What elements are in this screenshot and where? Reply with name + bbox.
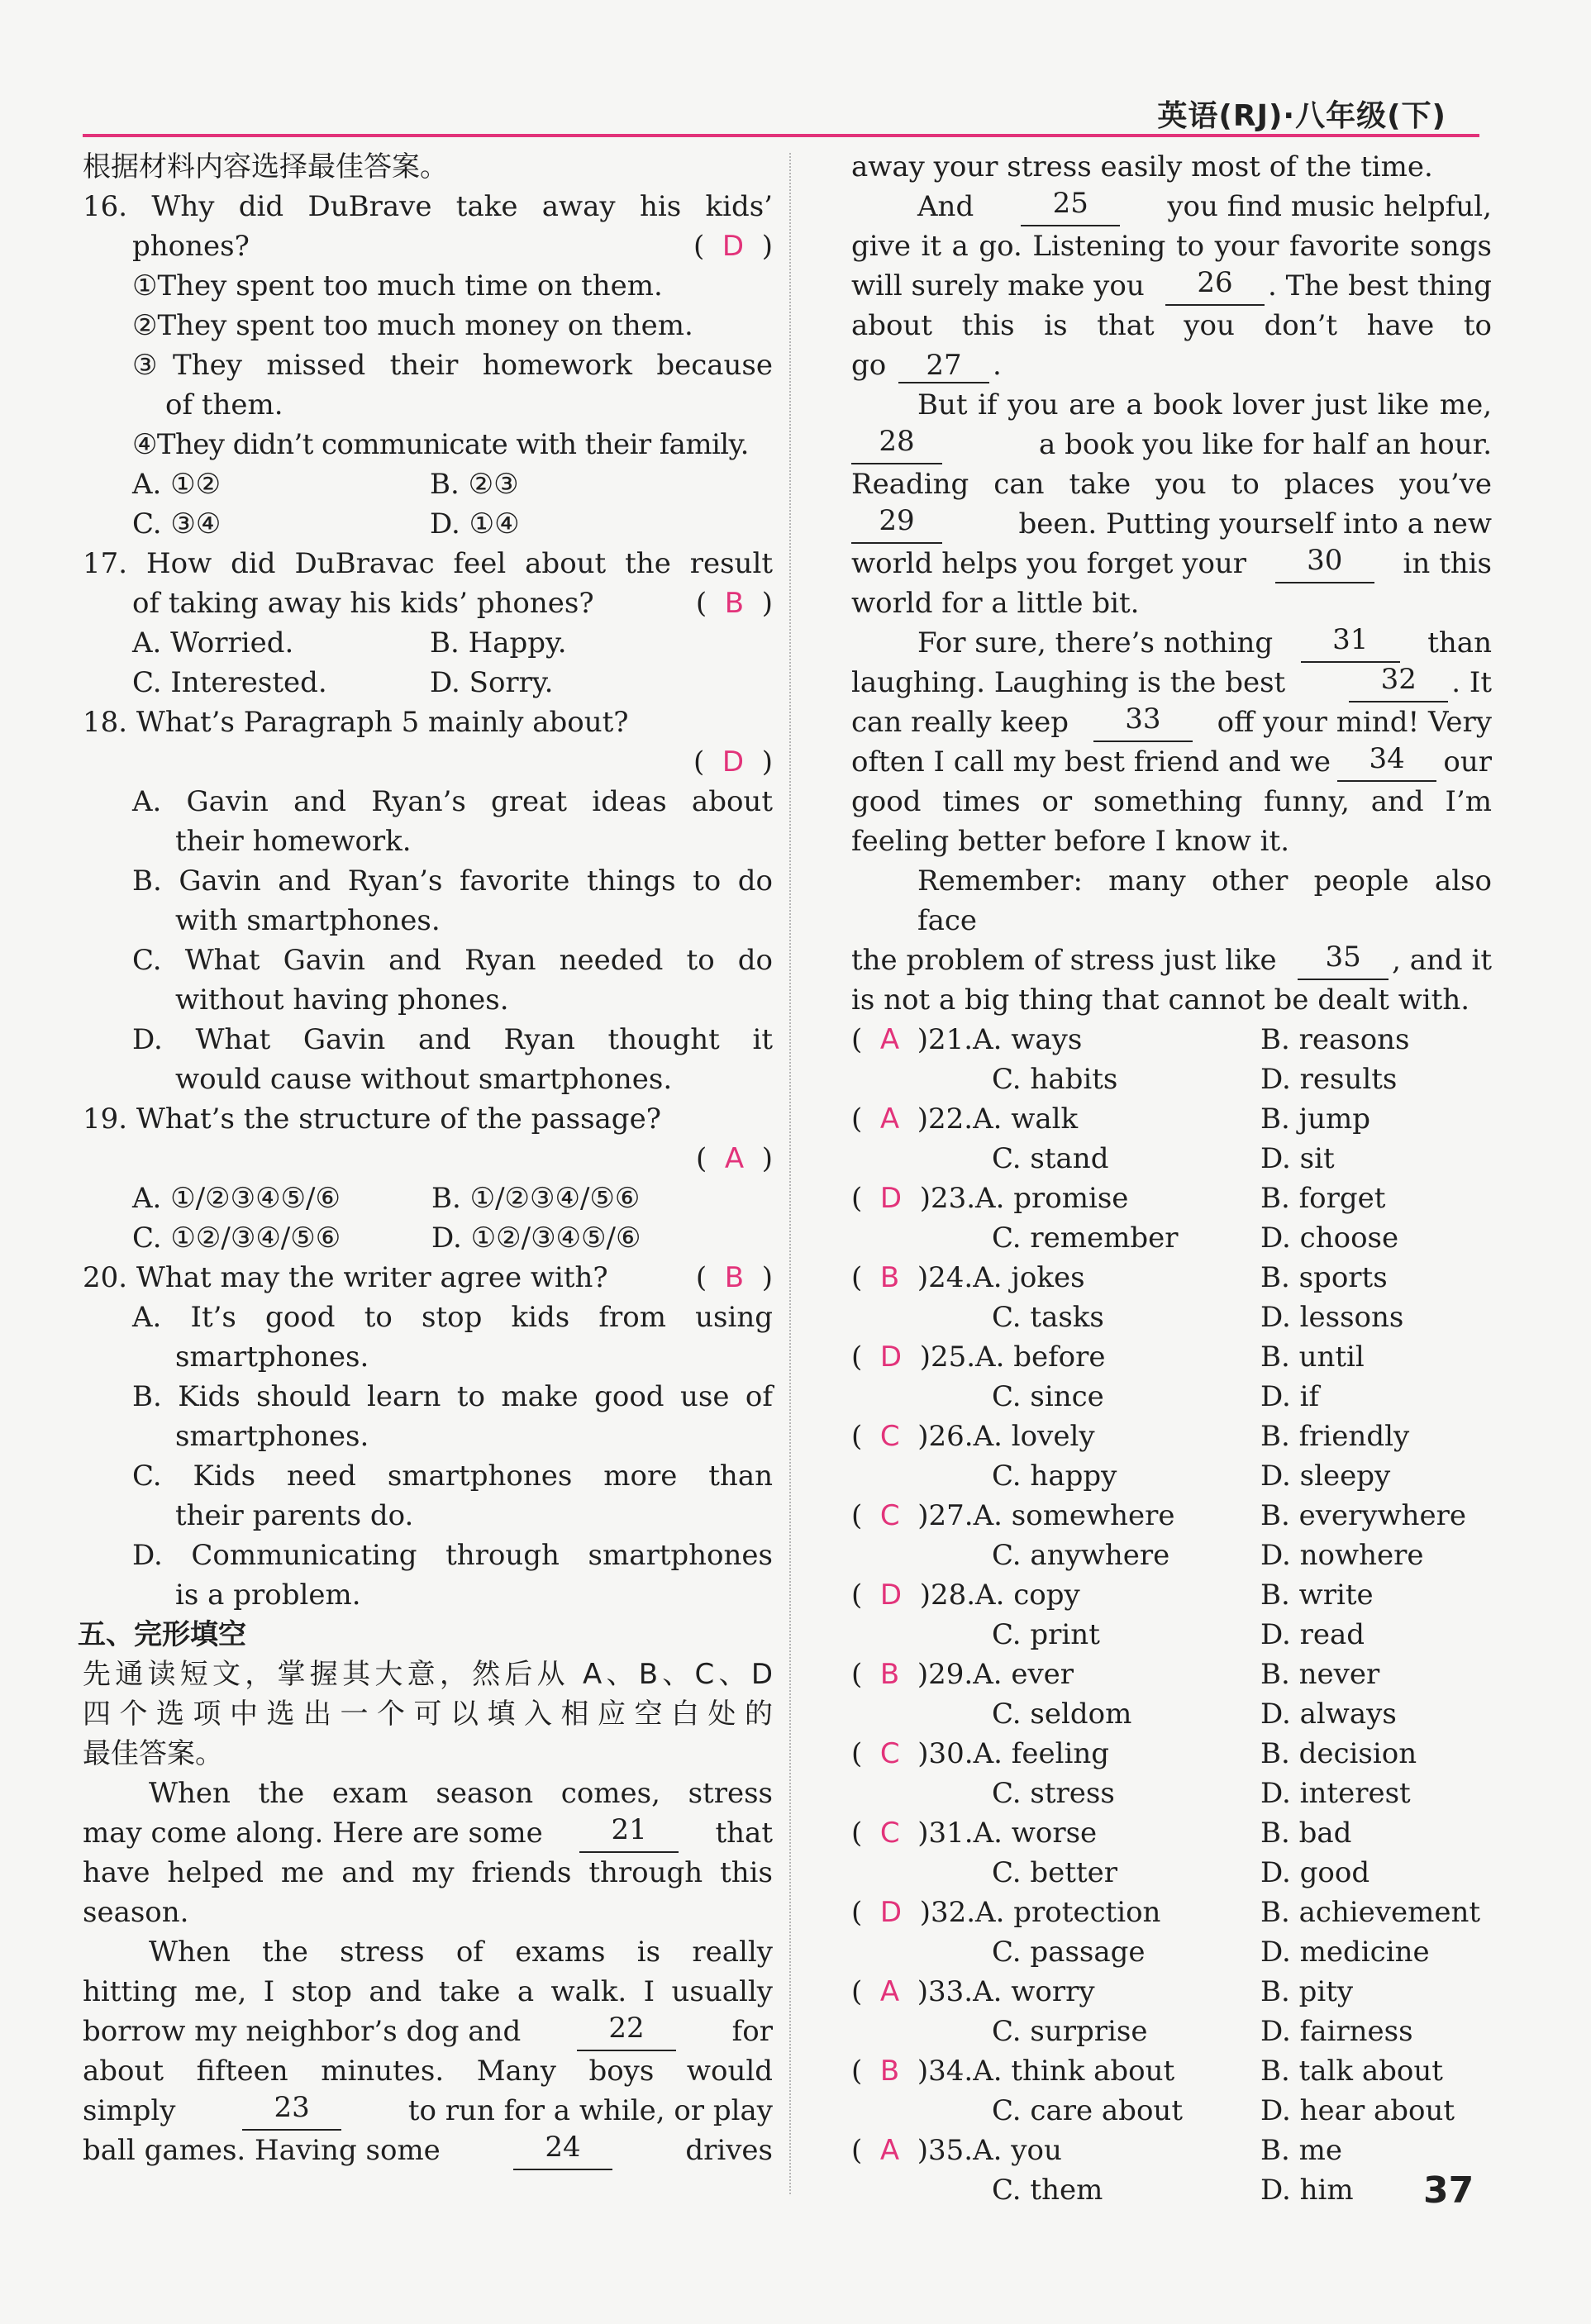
- cloze-option-a: A. think about: [973, 2055, 1175, 2088]
- cloze-question-row: [851, 1179, 1492, 1218]
- cloze-question-first-line: ( A )35.A. you: [851, 2134, 1062, 2167]
- cloze-option-d: D. sit: [1260, 1142, 1335, 1175]
- blank-23: 23: [242, 2091, 341, 2131]
- passage-r2: [851, 187, 1492, 226]
- q16-opt-2: ②They spent too much money on them.: [132, 309, 693, 342]
- cloze-question-row-2: [851, 1694, 1492, 1734]
- cloze-question-number: )35.: [917, 2134, 974, 2167]
- q20-opt-b-cont: smartphones.: [175, 1420, 369, 1453]
- cloze-question-number: )24.: [917, 1261, 974, 1294]
- q20-opt-c-cont: their parents do.: [175, 1499, 414, 1532]
- passage-r11: [851, 544, 1492, 583]
- cloze-answer: A: [879, 1975, 900, 2008]
- cloze-answer: C: [879, 1737, 900, 1770]
- passage-l9-a: simply: [83, 2094, 176, 2127]
- cloze-question-row: [851, 1575, 1492, 1615]
- column-divider: [789, 153, 791, 2194]
- cloze-option-b: B. me: [1260, 2134, 1342, 2167]
- passage-r14: [851, 663, 1492, 702]
- cloze-question-first-line: ( D )32.A. protection: [851, 1896, 1161, 1929]
- cloze-option-d: D. nowhere: [1260, 1539, 1424, 1572]
- passage-r19: Remember: many other people also face: [917, 864, 1492, 937]
- passage-r8-b: a book you like for half an hour.: [1039, 428, 1492, 461]
- cloze-section-title: 五、完形填空: [78, 1618, 246, 1651]
- cloze-option-c: C. seldom: [992, 1698, 1132, 1731]
- cloze-option-c: C. happy: [992, 1460, 1117, 1493]
- cloze-option-b: B. everywhere: [1260, 1499, 1467, 1532]
- cloze-question-row-2: [851, 1536, 1492, 1575]
- passage-r4-a: will surely make you: [851, 269, 1145, 302]
- q20-stem-row: [83, 1258, 773, 1298]
- cloze-option-c: C. remember: [992, 1222, 1179, 1255]
- cloze-option-d: D. good: [1260, 1856, 1370, 1889]
- cloze-question-number: )26.: [917, 1420, 974, 1453]
- passage-r4-b: . The best thing: [1267, 269, 1492, 302]
- cloze-question-row: [851, 1893, 1492, 1932]
- cloze-question-first-line: ( D )25.A. before: [851, 1341, 1106, 1374]
- blank-32: 32: [1349, 663, 1448, 702]
- q19-answer: A: [724, 1142, 745, 1175]
- cloze-option-d: D. results: [1260, 1063, 1398, 1096]
- cloze-option-a: A. copy: [975, 1579, 1080, 1612]
- q17-choice-a: A. Worried.: [132, 626, 294, 660]
- cloze-instruction-1: 先通读短文，掌握其大意，然后从 A、B、C、D: [83, 1658, 773, 1691]
- passage-r20-a: the problem of stress just like: [851, 944, 1277, 977]
- q18-opt-d: D. What Gavin and Ryan thought it: [132, 1023, 773, 1056]
- cloze-question-row-2: [851, 1377, 1492, 1417]
- cloze-question-number: )27.: [917, 1499, 974, 1532]
- cloze-question-first-line: ( A )21.A. ways: [851, 1023, 1083, 1056]
- q19-answer-row: [83, 1139, 773, 1179]
- q19-stem-1: 19. What’s the structure of the passage?: [83, 1102, 661, 1136]
- cloze-option-c: C. better: [992, 1856, 1118, 1889]
- cloze-question-first-line: ( A )33.A. worry: [851, 1975, 1095, 2008]
- cloze-question-first-line: ( C )30.A. feeling: [851, 1737, 1110, 1770]
- q19-choice-c: C. ①②/③④/⑤⑥: [132, 1222, 341, 1255]
- cloze-option-b: B. reasons: [1260, 1023, 1410, 1056]
- page-header-title: 英语(RJ)·八年级(下): [1157, 99, 1446, 133]
- passage-l10-a: ball games. Having some: [83, 2134, 441, 2167]
- cloze-option-a: A. feeling: [973, 1737, 1110, 1770]
- cloze-question-row-2: [851, 1774, 1492, 1813]
- blank-21: 21: [579, 1813, 679, 1853]
- cloze-question-row: [851, 1813, 1492, 1853]
- cloze-question-number: )25.: [919, 1341, 976, 1374]
- cloze-answer: B: [879, 1261, 900, 1294]
- cloze-question-row: [851, 1258, 1492, 1298]
- blank-24: 24: [513, 2131, 612, 2170]
- passage-r7: But if you are a book lover just like me,: [917, 388, 1492, 421]
- q17-stem-1: 17. How did DuBravac feel about the result: [83, 547, 773, 580]
- cloze-answer: C: [879, 1420, 900, 1453]
- cloze-answer: A: [879, 2134, 900, 2167]
- passage-r17: good times or something funny, and I’m: [851, 785, 1492, 818]
- q18-answer-row: [83, 742, 773, 782]
- q16-choices-row-1: [83, 464, 773, 504]
- cloze-question-row-2: [851, 1139, 1492, 1179]
- passage-l1: When the exam season comes, stress: [149, 1777, 773, 1810]
- cloze-instruction-3: 最佳答案。: [83, 1737, 223, 1770]
- q18-opt-c-cont: without having phones.: [175, 983, 509, 1017]
- q20-opt-a-cont: smartphones.: [175, 1341, 369, 1374]
- cloze-option-d: D. fairness: [1260, 2015, 1413, 2048]
- cloze-option-a: A. walk: [973, 1102, 1079, 1136]
- passage-r2-b: you find music helpful,: [1167, 190, 1492, 223]
- passage-r1: away your stress easily most of the time.: [851, 150, 1433, 183]
- passage-r6: [851, 345, 1492, 385]
- cloze-option-a: A. protection: [975, 1896, 1161, 1929]
- cloze-question-number: )33.: [917, 1975, 974, 2008]
- cloze-question-first-line: ( A )22.A. walk: [851, 1102, 1079, 1136]
- cloze-question-first-line: ( C )31.A. worse: [851, 1817, 1098, 1850]
- cloze-option-d: D. always: [1260, 1698, 1397, 1731]
- cloze-question-row: [851, 1020, 1492, 1060]
- passage-r2-a: And: [917, 190, 974, 223]
- cloze-question-row: [851, 1099, 1492, 1139]
- q19-choice-d: D. ①②/③④⑤/⑥: [431, 1222, 641, 1255]
- q16-answer-paren: ( D ): [693, 230, 773, 263]
- cloze-question-row: [851, 1972, 1492, 2012]
- passage-r6-a: go: [851, 349, 887, 382]
- cloze-question-row: [851, 1496, 1492, 1536]
- cloze-option-a: A. before: [975, 1341, 1106, 1374]
- passage-r10: [851, 504, 1492, 544]
- cloze-option-c: C. anywhere: [992, 1539, 1170, 1572]
- passage-r13-b: than: [1427, 626, 1492, 660]
- passage-l2-a: may come along. Here are some: [83, 1817, 543, 1850]
- reading-instruction: 根据材料内容选择最佳答案。: [83, 150, 448, 183]
- cloze-option-a: A. lovely: [973, 1420, 1095, 1453]
- cloze-question-row-2: [851, 1615, 1492, 1655]
- q18-opt-a-cont: their homework.: [175, 825, 412, 858]
- cloze-question-row-2: [851, 1456, 1492, 1496]
- cloze-option-c: C. habits: [992, 1063, 1118, 1096]
- q18-opt-c: C. What Gavin and Ryan needed to do: [132, 944, 773, 977]
- q16-opt-4: ④They didn’t communicate with their family.: [132, 428, 749, 461]
- cloze-instruction-2: 四个选项中选出一个可以填入相应空白处的: [83, 1698, 773, 1731]
- q16-choice-b: B. ②③: [430, 468, 519, 501]
- q19-answer-paren: ( A ): [695, 1142, 773, 1175]
- blank-22: 22: [577, 2012, 676, 2051]
- cloze-option-a: A. worse: [973, 1817, 1098, 1850]
- q17-choice-d: D. Sorry.: [430, 666, 554, 699]
- passage-r20-b: , and it: [1392, 944, 1492, 977]
- cloze-option-d: D. choose: [1260, 1222, 1399, 1255]
- q18-stem-1: 18. What’s Paragraph 5 mainly about?: [83, 706, 629, 739]
- passage-r4: [851, 266, 1492, 306]
- cloze-question-row: [851, 1417, 1492, 1456]
- q16-stem-2-row: [83, 226, 773, 266]
- cloze-question-first-line: ( B )34.A. think about: [851, 2055, 1175, 2088]
- passage-r15: [851, 702, 1492, 742]
- blank-34: 34: [1337, 742, 1436, 782]
- q16-answer: D: [722, 230, 745, 263]
- q16-stem-1: 16. Why did DuBrave take away his kids’: [83, 190, 773, 223]
- cloze-question-list: [851, 1020, 1492, 2210]
- cloze-question-number: )21.: [917, 1023, 974, 1056]
- cloze-option-b: B. never: [1260, 1658, 1380, 1691]
- q16-opt-3: ③They missed their homework because: [132, 349, 773, 382]
- passage-r21: is not a big thing that cannot be dealt with.: [851, 983, 1470, 1017]
- cloze-option-c: C. since: [992, 1380, 1104, 1413]
- passage-r10-b: been. Putting yourself into a new: [1018, 507, 1492, 541]
- passage-l9: [83, 2091, 773, 2131]
- cloze-option-c: C. print: [992, 1618, 1100, 1651]
- q17-stem-2-row: [83, 583, 773, 623]
- cloze-question-number: )34.: [917, 2055, 974, 2088]
- cloze-question-row: [851, 2131, 1492, 2170]
- q18-opt-b-cont: with smartphones.: [175, 904, 441, 937]
- blank-30: 30: [1275, 544, 1374, 583]
- cloze-option-c: C. care about: [992, 2094, 1183, 2127]
- passage-r15-b: off your mind! Very: [1217, 706, 1492, 739]
- cloze-question-row-2: [851, 1060, 1492, 1099]
- q20-opt-d-cont: is a problem.: [175, 1579, 361, 1612]
- cloze-option-d: D. hear about: [1260, 2094, 1455, 2127]
- passage-l6: hitting me, I stop and take a walk. I usually: [83, 1975, 773, 2008]
- cloze-question-row-2: [851, 2012, 1492, 2051]
- passage-r11-b: in this: [1403, 547, 1492, 580]
- passage-l3: have helped me and my friends through this: [83, 1856, 773, 1889]
- cloze-question-row: [851, 1734, 1492, 1774]
- q19-choices-row-1: [83, 1179, 773, 1218]
- cloze-question-first-line: ( C )26.A. lovely: [851, 1420, 1095, 1453]
- cloze-option-c: C. stand: [992, 1142, 1109, 1175]
- q16-opt-1: ①They spent too much time on them.: [132, 269, 663, 302]
- q16-choice-d: D. ①④: [430, 507, 520, 541]
- q16-opt-3-cont: of them.: [165, 388, 283, 421]
- cloze-question-row-2: [851, 1932, 1492, 1972]
- passage-r12: world for a little bit.: [851, 587, 1140, 620]
- cloze-question-row: [851, 1337, 1492, 1377]
- q18-opt-b: B. Gavin and Ryan’s favorite things to do: [132, 864, 773, 898]
- cloze-answer: D: [879, 1579, 903, 1612]
- blank-33: 33: [1093, 702, 1193, 742]
- cloze-option-d: D. if: [1260, 1380, 1320, 1413]
- passage-r3: give it a go. Listening to your favorite songs: [851, 230, 1492, 263]
- cloze-answer: A: [879, 1102, 900, 1136]
- q20-opt-b: B. Kids should learn to make good use of: [132, 1380, 773, 1413]
- cloze-option-a: A. worry: [973, 1975, 1095, 2008]
- blank-27: 27: [898, 349, 989, 383]
- cloze-option-d: D. lessons: [1260, 1301, 1404, 1334]
- cloze-option-b: B. friendly: [1260, 1420, 1410, 1453]
- q20-stem-1: 20. What may the writer agree with?: [83, 1261, 608, 1294]
- passage-l4: season.: [83, 1896, 189, 1929]
- q20-answer-paren: ( B ): [695, 1261, 773, 1294]
- cloze-answer: D: [879, 1182, 903, 1215]
- cloze-option-c: C. tasks: [992, 1301, 1104, 1334]
- q16-stem-2: phones?: [132, 230, 250, 263]
- cloze-option-c: C. them: [992, 2174, 1103, 2207]
- cloze-question-row-2: [851, 2091, 1492, 2131]
- q17-stem-2: of taking away his kids’ phones?: [132, 587, 594, 620]
- passage-r8: [851, 425, 1492, 464]
- passage-l7-a: borrow my neighbor’s dog and: [83, 2015, 522, 2048]
- cloze-question-first-line: ( B )29.A. ever: [851, 1658, 1074, 1691]
- q17-choice-b: B. Happy.: [430, 626, 567, 660]
- header-divider: [83, 134, 1479, 137]
- page-number: 37: [1423, 2169, 1474, 2212]
- blank-28: 28: [851, 425, 942, 464]
- cloze-answer: B: [879, 2055, 900, 2088]
- passage-r6-b: .: [993, 349, 1002, 382]
- cloze-answer: A: [879, 1023, 900, 1056]
- q20-opt-d: D. Communicating through smartphones: [132, 1539, 773, 1572]
- passage-l8: about fifteen minutes. Many boys would: [83, 2055, 773, 2088]
- passage-r13: [851, 623, 1492, 663]
- cloze-option-b: B. forget: [1260, 1182, 1386, 1215]
- cloze-option-a: A. jokes: [973, 1261, 1085, 1294]
- passage-l10: [83, 2131, 773, 2170]
- q19-choice-a: A. ①/②③④⑤/⑥: [132, 1182, 341, 1215]
- cloze-option-b: B. achievement: [1260, 1896, 1481, 1929]
- cloze-option-a: A. you: [973, 2134, 1062, 2167]
- passage-l2: [83, 1813, 773, 1853]
- cloze-option-a: A. somewhere: [973, 1499, 1175, 1532]
- blank-35: 35: [1298, 941, 1389, 980]
- passage-l7: [83, 2012, 773, 2051]
- cloze-option-a: A. promise: [975, 1182, 1129, 1215]
- cloze-question-number: )32.: [919, 1896, 976, 1929]
- blank-29: 29: [851, 504, 942, 544]
- cloze-question-number: )23.: [919, 1182, 976, 1215]
- q19-choices-row-2: [83, 1218, 773, 1258]
- q17-choice-c: C. Interested.: [132, 666, 327, 699]
- cloze-question-number: )28.: [919, 1579, 976, 1612]
- passage-l2-b: that: [715, 1817, 773, 1850]
- q18-answer: D: [722, 745, 745, 779]
- passage-l7-b: for: [731, 2015, 773, 2048]
- cloze-question-first-line: ( B )24.A. jokes: [851, 1261, 1085, 1294]
- q19-choice-b: B. ①/②③④/⑤⑥: [431, 1182, 641, 1215]
- passage-l9-b: to run for a while, or play: [407, 2094, 773, 2127]
- q20-answer: B: [724, 1261, 745, 1294]
- q17-choices-row-1: [83, 623, 773, 663]
- cloze-answer: C: [879, 1499, 900, 1532]
- q16-choice-a: A. ①②: [132, 468, 222, 501]
- cloze-question-row: [851, 2051, 1492, 2091]
- cloze-answer: C: [879, 1817, 900, 1850]
- blank-26: 26: [1165, 266, 1265, 306]
- passage-r15-a: can really keep: [851, 706, 1069, 739]
- cloze-answer: B: [879, 1658, 900, 1691]
- right-column: [851, 147, 1492, 2210]
- passage-r18: feeling better before I know it.: [851, 825, 1290, 858]
- q16-choice-c: C. ③④: [132, 507, 222, 541]
- cloze-option-d: D. interest: [1260, 1777, 1411, 1810]
- cloze-option-c: C. surprise: [992, 2015, 1148, 2048]
- blank-31: 31: [1301, 623, 1400, 663]
- q20-opt-c: C. Kids need smartphones more than: [132, 1460, 773, 1493]
- passage-r16: [851, 742, 1492, 782]
- q18-opt-d-cont: would cause without smartphones.: [175, 1063, 673, 1096]
- cloze-option-b: B. until: [1260, 1341, 1365, 1374]
- cloze-question-row-2: [851, 1218, 1492, 1258]
- q17-answer: B: [724, 587, 745, 620]
- cloze-question-row-2: [851, 1298, 1492, 1337]
- cloze-option-b: B. write: [1260, 1579, 1374, 1612]
- cloze-question-first-line: ( D )23.A. promise: [851, 1182, 1129, 1215]
- passage-r14-b: . It: [1451, 666, 1492, 699]
- cloze-question-first-line: ( C )27.A. somewhere: [851, 1499, 1175, 1532]
- passage-r9: Reading can take you to places you’ve: [851, 468, 1492, 501]
- q18-opt-a: A. Gavin and Ryan’s great ideas about: [132, 785, 773, 818]
- passage-l5: When the stress of exams is really: [149, 1936, 773, 1969]
- cloze-option-b: B. talk about: [1260, 2055, 1443, 2088]
- cloze-question-number: )29.: [917, 1658, 974, 1691]
- passage-l10-b: drives: [685, 2134, 773, 2167]
- cloze-option-c: C. stress: [992, 1777, 1115, 1810]
- passage-r20: [851, 941, 1492, 980]
- cloze-option-d: D. sleepy: [1260, 1460, 1391, 1493]
- cloze-option-b: B. jump: [1260, 1102, 1371, 1136]
- cloze-option-d: D. medicine: [1260, 1936, 1430, 1969]
- passage-r14-a: laughing. Laughing is the best: [851, 666, 1286, 699]
- q17-choices-row-2: [83, 663, 773, 702]
- q16-choices-row-2: [83, 504, 773, 544]
- cloze-option-b: B. decision: [1260, 1737, 1417, 1770]
- cloze-question-number: )30.: [917, 1737, 974, 1770]
- cloze-answer: D: [879, 1341, 903, 1374]
- passage-r11-a: world helps you forget your: [851, 547, 1247, 580]
- cloze-question-first-line: ( D )28.A. copy: [851, 1579, 1080, 1612]
- cloze-question-row-2: [851, 2170, 1492, 2210]
- q20-opt-a: A. It’s good to stop kids from using: [132, 1301, 773, 1334]
- cloze-option-d: D. read: [1260, 1618, 1365, 1651]
- passage-r16-b: our: [1443, 745, 1492, 779]
- cloze-option-b: B. pity: [1260, 1975, 1354, 2008]
- blank-25: 25: [1021, 187, 1120, 226]
- q17-answer-paren: ( B ): [695, 587, 773, 620]
- cloze-question-row: [851, 1655, 1492, 1694]
- passage-r16-a: often I call my best friend and we: [851, 745, 1331, 779]
- cloze-answer: D: [879, 1896, 903, 1929]
- cloze-option-c: C. passage: [992, 1936, 1146, 1969]
- cloze-question-number: )31.: [917, 1817, 974, 1850]
- passage-r13-a: For sure, there’s nothing: [917, 626, 1274, 660]
- cloze-option-a: A. ever: [973, 1658, 1074, 1691]
- cloze-option-b: B. sports: [1260, 1261, 1388, 1294]
- passage-r5: about this is that you don’t have to: [851, 309, 1492, 342]
- left-column: [78, 147, 773, 2170]
- cloze-option-d: D. him: [1260, 2174, 1354, 2207]
- q18-answer-paren: ( D ): [693, 745, 773, 779]
- cloze-question-number: )22.: [917, 1102, 974, 1136]
- cloze-option-a: A. ways: [973, 1023, 1083, 1056]
- cloze-question-row-2: [851, 1853, 1492, 1893]
- cloze-option-b: B. bad: [1260, 1817, 1352, 1850]
